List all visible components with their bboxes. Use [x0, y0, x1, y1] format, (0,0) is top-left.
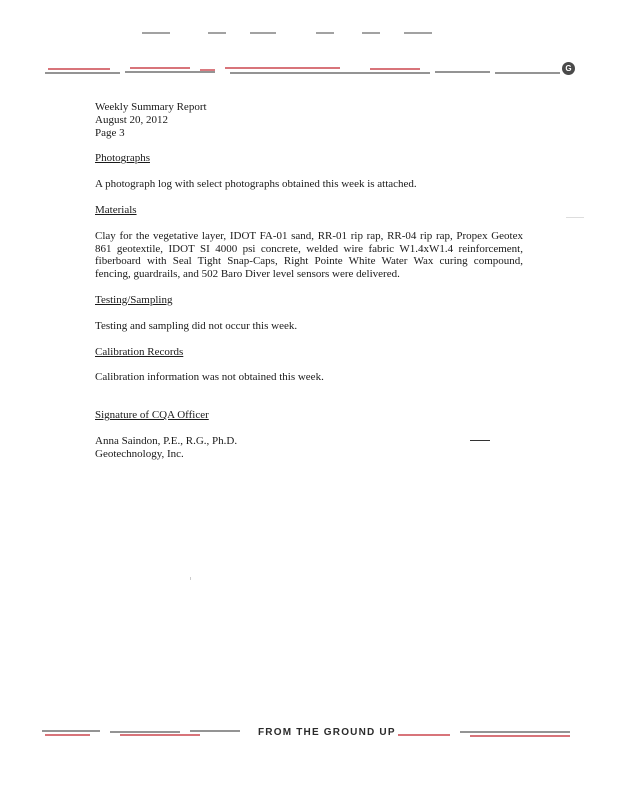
signature-heading: Signature of CQA Officer	[95, 409, 209, 422]
report-title: Weekly Summary Report	[95, 101, 207, 113]
materials-heading: Materials	[95, 203, 137, 216]
signer-name: Anna Saindon, P.E., R.G., Ph.D.	[95, 434, 238, 447]
calibration-text: Calibration information was not obtained this week.	[95, 371, 324, 384]
report-heading	[95, 101, 523, 139]
margin-mark	[566, 217, 584, 218]
signature-line	[470, 440, 490, 441]
materials-text: Clay for the vegetative layer, IDOT FA-01 sand, RR-01 rip rap, RR-04 rip rap, Propex Geotex 861 geotextile, IDOT SI 4000 psi concrete, welded wire fabric W1.4xW1.4 reinforcement, fiberboard with Seal Tight Snap-Caps, Right Pointe White Water Wax curing compound, fencing, guardrails, and 502 Baro Diver level sensors were delivered.	[95, 229, 523, 281]
testing-heading: Testing/Sampling	[95, 293, 173, 306]
company-logo-icon: G	[562, 62, 575, 75]
report-body	[95, 101, 523, 461]
top-dash-marks	[140, 31, 440, 35]
footer-tagline: FROM THE GROUND UP	[258, 727, 396, 738]
report-date: August 20, 2012	[95, 113, 169, 126]
header-rule	[40, 64, 580, 80]
calibration-heading: Calibration Records	[95, 345, 184, 358]
scan-speck	[190, 577, 191, 580]
photographs-heading: Photographs	[95, 152, 150, 165]
report-page-number: Page 3	[95, 126, 125, 139]
photographs-text: A photograph log with select photographs obtained this week is attached.	[95, 178, 417, 191]
signature-block	[95, 435, 523, 461]
signer-company: Geotechnology, Inc.	[95, 447, 184, 460]
testing-text: Testing and sampling did not occur this week.	[95, 319, 298, 332]
